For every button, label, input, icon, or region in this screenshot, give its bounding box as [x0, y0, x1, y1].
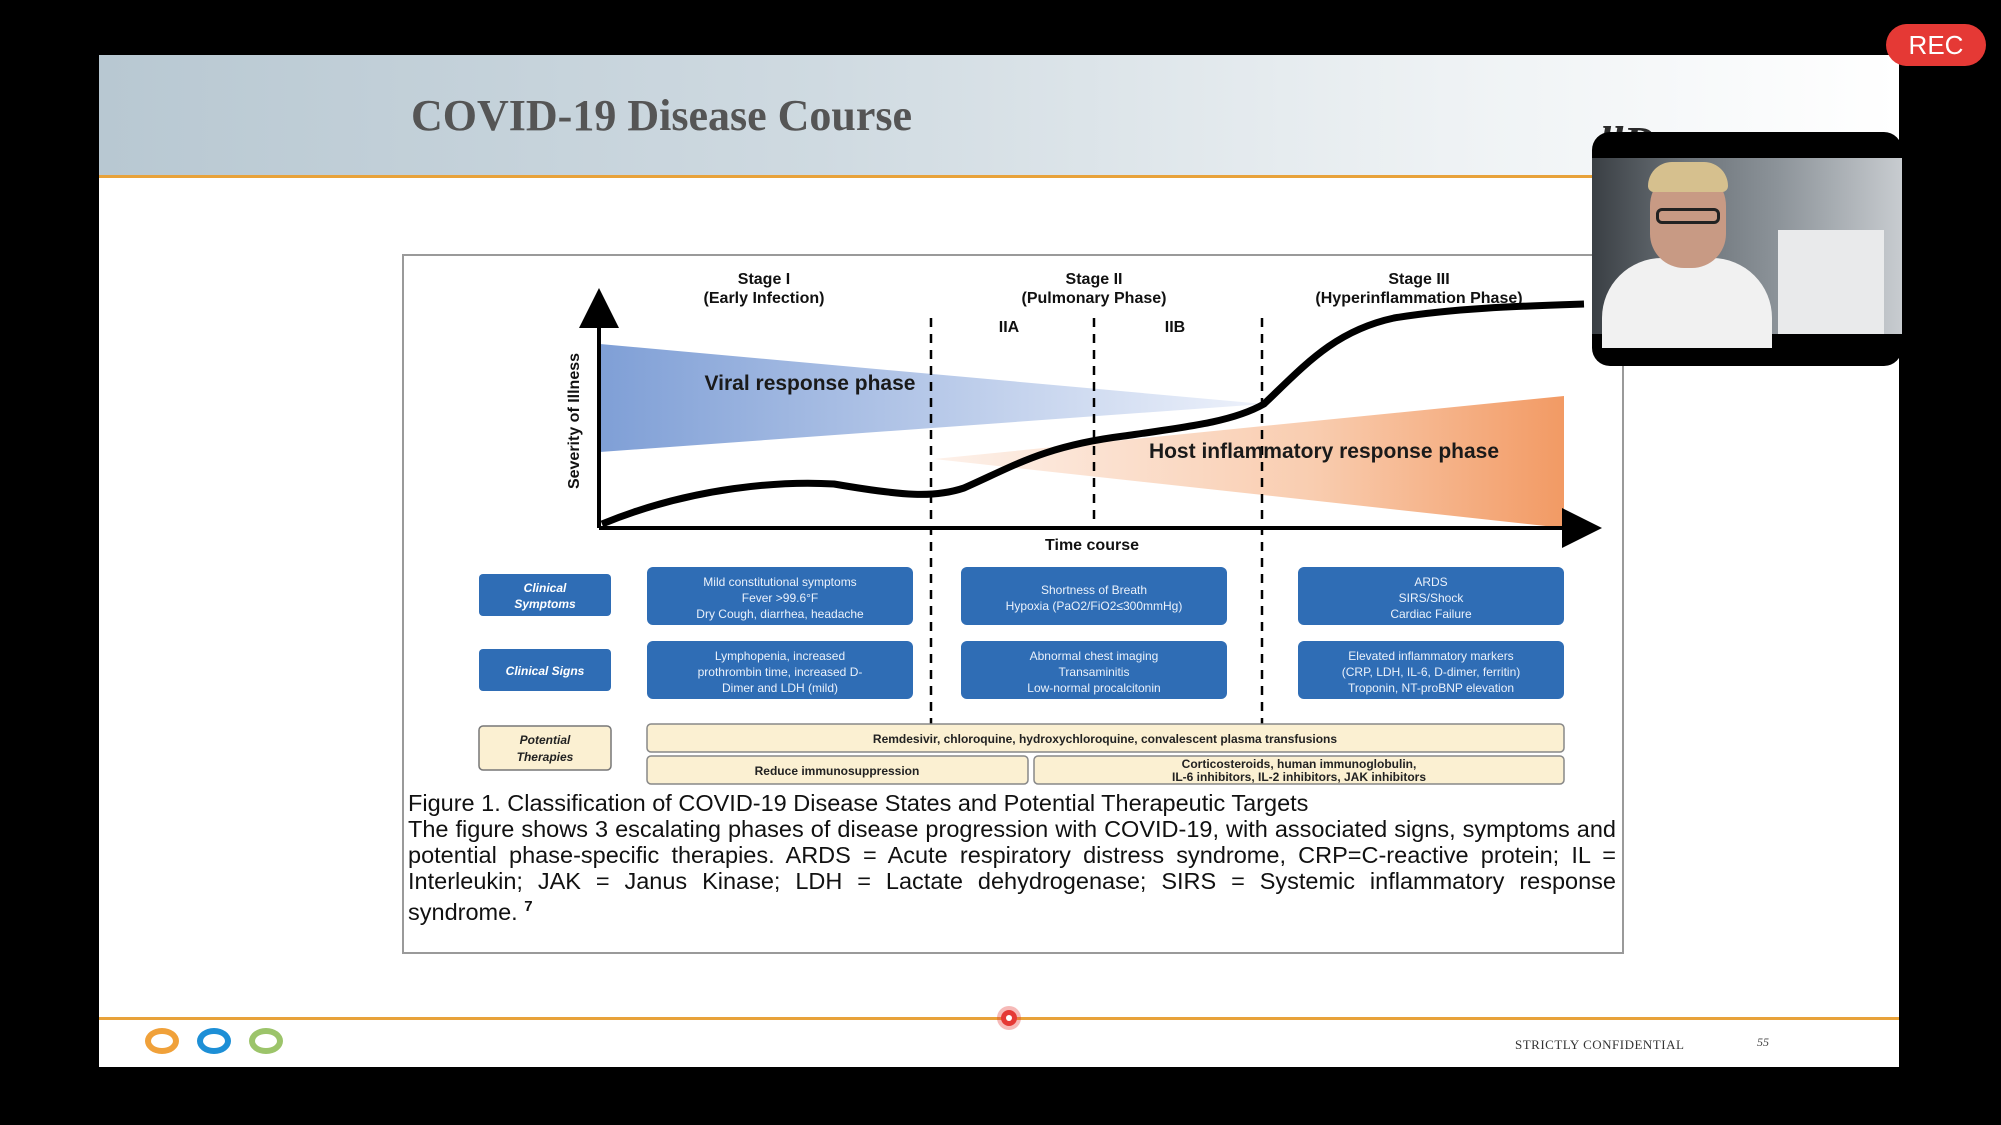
therapy-late-line-2: IL-6 inhibitors, IL-2 inhibitors, JAK inhibitors — [1172, 770, 1426, 784]
blue-ring-icon — [197, 1028, 231, 1054]
recording-badge[interactable]: REC — [1886, 24, 1986, 66]
stage-2-name: Stage II — [1065, 271, 1123, 288]
stage-2-sign-line-3: Low-normal procalcitonin — [1027, 681, 1161, 695]
footer-divider — [99, 1017, 1899, 1020]
therapy-broad-text: Remdesivir, chloroquine, hydroxychloroquine, convalescent plasma transfusions — [872, 732, 1338, 746]
stage-3-symptom-line-2: SIRS/Shock — [1398, 591, 1464, 605]
orange-ring-icon — [145, 1028, 179, 1054]
stage-2-phase: (Pulmonary Phase) — [1021, 290, 1167, 307]
caption-title: Figure 1. Classification of COVID-19 Disease States and Potential Therapeutic Targets — [408, 790, 1309, 816]
stage-1-symptom-line-3: Dry Cough, diarrhea, headache — [696, 607, 864, 621]
recording-dot-icon — [1001, 1010, 1017, 1026]
glasses-icon — [1656, 208, 1720, 224]
stage-1-sign-line-1: Lymphopenia, increased — [714, 649, 846, 663]
caption-body: The figure shows 3 escalating phases of disease progression with COVID-19, with associated signs, symptoms and potential phase-specific therapies. ARDS = Acute respiratory distress syndrome, CRP=C-reactive protein; IL = Interleukin; JAK = Janus Kinase; LDH = Lactate dehydrogenase; SIRS = Systemic inflammatory response syndrome. — [408, 816, 1616, 925]
therapy-late-line-1: Corticosteroids, human immunoglobulin, — [1181, 757, 1417, 771]
clinical-symptoms-label-2: Symptoms — [514, 597, 576, 611]
stage-1-name: Stage I — [737, 271, 791, 288]
stage-3-name: Stage III — [1388, 271, 1450, 288]
video-feed — [1592, 158, 1902, 334]
stage-1-sign-line-2: prothrombin time, increased D- — [697, 665, 863, 679]
participant-body — [1602, 258, 1772, 348]
viral-phase-label: Viral response phase — [704, 372, 916, 395]
substage-2b-label: IIB — [1164, 319, 1186, 336]
green-ring-icon — [249, 1028, 283, 1054]
caption-reference: 7 — [524, 898, 533, 915]
confidential-notice: STRICTLY CONFIDENTIAL — [1515, 1037, 1685, 1052]
substage-2a-label: IIA — [998, 319, 1020, 336]
stage-1-sign-line-3: Dimer and LDH (mild) — [721, 681, 839, 695]
stage-2-sign-line-1: Abnormal chest imaging — [1029, 649, 1159, 663]
potential-therapies-label-2: Therapies — [516, 750, 574, 764]
figure-caption — [408, 790, 1616, 925]
stage-3-sign-line-2: (CRP, LDH, IL-6, D-dimer, ferritin) — [1341, 665, 1521, 679]
stage-3-sign-line-3: Troponin, NT-proBNP elevation — [1347, 681, 1515, 695]
stage-3-symptom-line-3: Cardiac Failure — [1390, 607, 1472, 621]
stage-1-symptom-line-2: Fever >99.6°F — [741, 591, 819, 605]
clinical-signs-label: Clinical Signs — [505, 664, 585, 678]
x-axis-label: Time course — [1045, 537, 1139, 554]
disease-course-figure — [402, 254, 1624, 954]
stage-1-phase: (Early Infection) — [703, 290, 825, 307]
page-number: 55 — [1757, 1035, 1769, 1049]
therapy-early-text: Reduce immunosuppression — [754, 764, 920, 778]
participant-video-tile[interactable] — [1592, 132, 1902, 366]
stage-3-symptom-line-1: ARDS — [1414, 575, 1448, 589]
stage-2-symptom-line-1: Shortness of Breath — [1040, 583, 1148, 597]
background-whiteboard — [1778, 230, 1884, 334]
y-axis-label: Severity of Illness — [566, 352, 583, 490]
stage-2-symptom-line-2: Hypoxia (PaO2/FiO2≤300mmHg) — [1005, 599, 1183, 613]
potential-therapies-label-1: Potential — [519, 733, 571, 747]
host-phase-label: Host inflammatory response phase — [1148, 440, 1500, 463]
stage-2-sign-line-2: Transaminitis — [1058, 665, 1130, 679]
participant-hair — [1648, 162, 1728, 192]
slide-title: COVID-19 Disease Course — [411, 91, 913, 140]
stage-3-phase: (Hyperinflammation Phase) — [1315, 290, 1523, 307]
stage-3-sign-line-1: Elevated inflammatory markers — [1348, 649, 1514, 663]
clinical-symptoms-label-1: Clinical — [523, 581, 567, 595]
stage-1-symptom-line-1: Mild constitutional symptoms — [703, 575, 857, 589]
